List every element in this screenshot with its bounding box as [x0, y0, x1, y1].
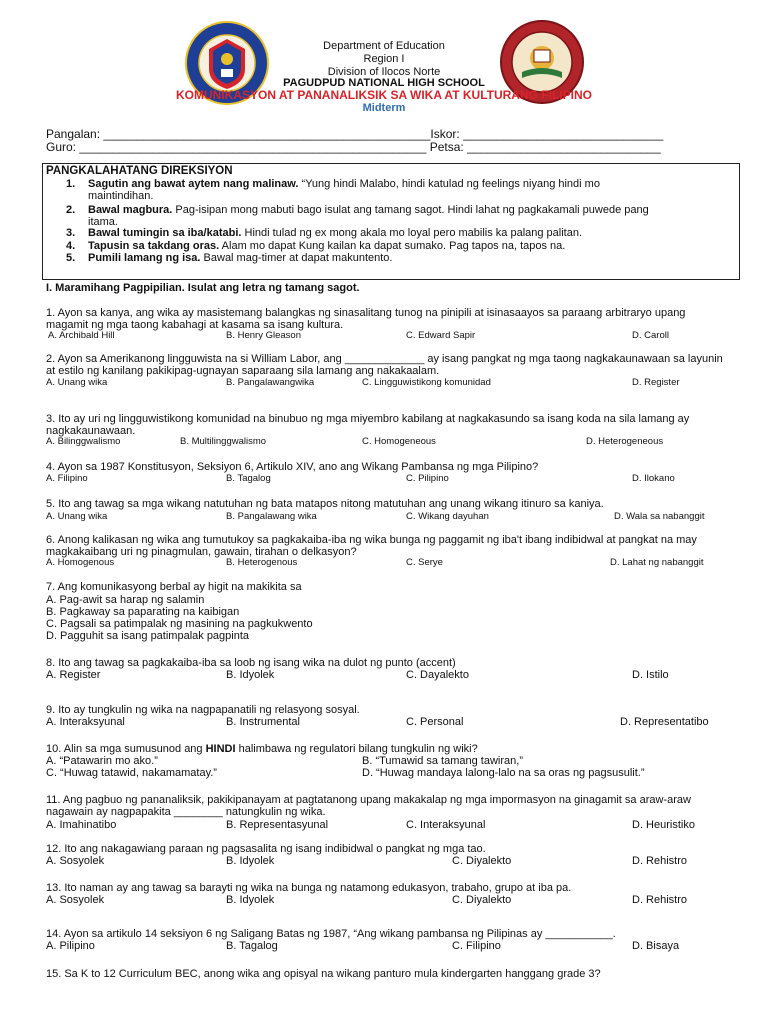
direction-item-3	[66, 228, 721, 240]
direction-number: 5.	[66, 252, 76, 264]
choice-a[interactable]: A. Imahinatibo	[46, 819, 117, 831]
choice-a[interactable]: A. Unang wika	[46, 511, 108, 522]
choice-d[interactable]: D. Caroll	[632, 330, 669, 341]
direction-rule: Bawal magbura.	[88, 204, 173, 216]
date-field[interactable]: _____________________________	[467, 140, 661, 154]
question-8: 8. Ito ang tawag sa pagkakaiba-iba sa loob ng isang wika na dulot ng punto (accent)	[46, 657, 456, 669]
choice-b[interactable]: B. Idyolek	[226, 669, 275, 681]
choice-c[interactable]: C. Interaksyunal	[406, 819, 486, 831]
choice-b[interactable]: B. Heterogenous	[226, 557, 298, 568]
department-name: Department of Education	[323, 40, 445, 52]
choice-a[interactable]: A. Register	[46, 669, 101, 681]
score-label: Iskor:	[430, 127, 464, 141]
question-10	[46, 743, 726, 755]
region-name: Region I	[363, 53, 405, 65]
question-9: 9. Ito ay tungkulin ng wika na nagpapanatili ng relasyong sosyal.	[46, 704, 360, 716]
choice-a[interactable]: A. Archibald Hill	[48, 330, 115, 341]
direction-continued: maintindihan.	[88, 189, 154, 202]
question-1: 1. Ayon sa kanya, ang wika ay masistemang balangkas ng sinasalitang tunog na pinipili at isinasaayos sa paraang arbitraryo upang magamit ng mga taong kabahagi at kasama sa isang kultura.	[46, 307, 686, 331]
directions-title: PANGKALAHATANG DIREKSIYON	[46, 165, 233, 177]
direction-text: Bawal mag-timer at dapat makuntento.	[200, 252, 393, 264]
exam-type: Midterm	[362, 102, 406, 114]
subject-title: KOMUNIKASYON AT PANANALIKSIK SA WIKA AT KULTURANG FILIPINO	[176, 88, 592, 102]
score-field[interactable]: ______________________________	[463, 127, 664, 141]
choice-c[interactable]: C. Homogeneous	[362, 436, 436, 447]
direction-item-4	[66, 241, 721, 253]
direction-item-1	[66, 179, 721, 202]
choice-c[interactable]: C. Wikang dayuhan	[406, 511, 489, 522]
question-7: 7. Ang komunikasyong berbal ay higit na makikita sa	[46, 581, 302, 593]
choice-a[interactable]: A. Sosyolek	[46, 855, 105, 867]
choice-b[interactable]: B. Pagkaway sa paparating na kaibigan	[46, 606, 240, 618]
choice-c[interactable]: C. Serye	[406, 557, 443, 568]
name-row	[46, 128, 663, 140]
direction-text: Alam mo dapat Kung kailan ka dapat sumako. Pag tapos na, tapos na.	[219, 240, 566, 252]
choice-b[interactable]: B. Instrumental	[226, 716, 300, 728]
choice-a[interactable]: A. Sosyolek	[46, 894, 105, 906]
question-6: 6. Anong kalikasan ng wika ang tumutukoy sa pagkakaiba-iba ng wika bunga ng paggamit ng iba't ibang indibidwal at pangkat na may magkakaibang uri ng pinagmulan, gawain, tirahan o delkasyon?	[46, 534, 697, 558]
choice-b[interactable]: B. Henry Gleason	[226, 330, 301, 341]
choice-a[interactable]: A. Pag-awit sa harap ng salamin	[46, 594, 205, 606]
choice-c[interactable]: C. Pilipino	[406, 473, 449, 484]
choice-b[interactable]: B. Tagalog	[226, 473, 271, 484]
choice-b[interactable]: B. Representasyunal	[226, 819, 329, 831]
direction-text: Pag-isipan mong mabuti bago isulat ang tamang sagot. Hindi lahat ng pagkakamali puwede pang	[172, 204, 649, 216]
choice-a[interactable]: A. Filipino	[46, 473, 88, 484]
direction-item-2	[66, 205, 721, 228]
choice-d[interactable]: D. Bisaya	[632, 940, 680, 952]
choice-d[interactable]: D. Istilo	[632, 669, 669, 681]
direction-text: Hindi tulad ng ex mong akala mo loyal pero mabilis ka palang palitan.	[241, 227, 583, 239]
choice-c[interactable]: C. Diyalekto	[452, 894, 512, 906]
choice-d[interactable]: D. Ilokano	[632, 473, 675, 484]
choice-b[interactable]: B. Tagalog	[226, 940, 278, 952]
choice-c[interactable]: C. “Huwag tatawid, nakamamatay.”	[46, 767, 217, 779]
choice-a[interactable]: A. Bilinggwalismo	[46, 436, 121, 447]
teacher-field[interactable]: ____________________________________________________	[79, 140, 427, 154]
question-11: 11. Ang pagbuo ng pananaliksik, pakikipanayam at pagtatanong upang makakalap ng mga impormasyon na ginagamit sa araw-araw nagawain ay nagpapakita ________ natungkulin ng wika.	[46, 794, 691, 818]
direction-rule: Sagutin ang bawat aytem nang malinaw.	[88, 178, 299, 190]
choice-c[interactable]: C. Pagsali sa patimpalak ng masining na pagkukwento	[46, 618, 313, 630]
direction-number: 2.	[66, 204, 76, 216]
choice-a[interactable]: A. Unang wika	[46, 377, 108, 388]
choice-d[interactable]: D. Lahat ng nabanggit	[610, 557, 704, 568]
teacher-row	[46, 141, 661, 153]
name-field[interactable]: _________________________________________________	[103, 127, 431, 141]
choice-b[interactable]: B. Pangalawang wika	[226, 511, 317, 522]
question-2: 2. Ayon sa Amerikanong lingguwista na si William Labor, ang _____________ ay isang pangkat ng mga taong nagkakaunawaan sa layunin at estilo ng kanilang pakikipag-ugnayan saparaang sila lamang ang nakakaalam.	[46, 353, 723, 377]
choice-c[interactable]: C. Dayalekto	[406, 669, 469, 681]
direction-rule: Bawal tumingin sa iba/katabi.	[88, 227, 242, 239]
choice-b[interactable]: B. Multilinggwalismo	[180, 436, 267, 447]
direction-number: 4.	[66, 240, 76, 252]
direction-item-5	[66, 253, 721, 265]
direction-text: “Yung hindi Malabo, hindi katulad ng feelings niyang hindi mo	[298, 178, 600, 190]
choice-a[interactable]: A. Pilipino	[46, 940, 95, 952]
question-3: 3. Ito ay uri ng lingguwistikong komunidad na binubuo ng mga miyembro kabilang at nagkakasundo sa isang koda na sila lamang ay nagkakaunawaan.	[46, 413, 690, 437]
question-10-emphasis: HINDI	[205, 743, 236, 755]
question-10-pre: 10. Alin sa mga sumusunod ang	[46, 743, 206, 755]
question-5: 5. Ito ang tawag sa mga wikang natutuhan ng bata matapos nitong matutuhan ang unang wikang itinuro sa kaniya.	[46, 498, 604, 510]
choice-d[interactable]: D. Rehistro	[632, 894, 688, 906]
choice-b[interactable]: B. Idyolek	[226, 894, 275, 906]
choice-d[interactable]: D. Heterogeneous	[586, 436, 664, 447]
question-10-post: halimbawa ng regulatori bilang tungkulin ng wiki?	[235, 743, 478, 755]
choice-b[interactable]: B. Pangalawangwika	[226, 377, 315, 388]
choice-d[interactable]: D. “Huwag mandaya lalong-lalo na sa oras ng pagsusulit.”	[362, 767, 645, 779]
direction-rule: Pumili lamang ng isa.	[88, 252, 201, 264]
direction-number: 1.	[66, 178, 76, 190]
question-13: 13. Ito naman ay ang tawag sa barayti ng wika na bunga ng natamong edukasyon, trabaho, grupo at iba pa.	[46, 882, 572, 894]
school-name: PAGUDPUD NATIONAL HIGH SCHOOL	[283, 77, 485, 89]
choice-a[interactable]: A. Homogenous	[46, 557, 115, 568]
direction-continued: itama.	[88, 215, 118, 228]
direction-rule: Tapusin sa takdang oras.	[88, 240, 220, 252]
choice-c[interactable]: C. Personal	[406, 716, 464, 728]
choice-c[interactable]: C. Lingguwistikong komunidad	[362, 377, 491, 388]
choice-a[interactable]: A. “Patawarin mo ako.”	[46, 755, 158, 767]
question-4: 4. Ayon sa 1987 Konstitusyon, Seksiyon 6, Artikulo XIV, ano ang Wikang Pambansa ng mga Pilipino?	[46, 461, 539, 473]
choice-d[interactable]: D. Heuristiko	[632, 819, 695, 831]
question-12: 12. Ito ang nakagawiang paraan ng pagsasalita ng isang indibidwal o pangkat ng mga tao.	[46, 843, 486, 855]
choice-b[interactable]: B. Idyolek	[226, 855, 275, 867]
date-label: Petsa:	[426, 140, 468, 154]
name-label: Pangalan:	[46, 127, 104, 141]
choice-c[interactable]: C. Edward Sapir	[406, 330, 476, 341]
choice-d[interactable]: D. Wala sa nabanggit	[614, 511, 705, 522]
question-15: 15. Sa K to 12 Curriculum BEC, anong wika ang opisyal na wikang panturo mula kindergarten hanggang grade 3?	[46, 968, 601, 980]
choice-d[interactable]: D. Pagguhit sa isang patimpalak pagpinta	[46, 630, 250, 642]
choice-b[interactable]: B. “Tumawid sa tamang tawiran,”	[362, 755, 523, 767]
choice-d[interactable]: D. Representatibo	[620, 716, 709, 728]
section-title: I. Maramihang Pagpipilian. Isulat ang letra ng tamang sagot.	[46, 282, 360, 294]
choice-d[interactable]: D. Register	[632, 377, 680, 388]
question-14: 14. Ayon sa artikulo 14 seksiyon 6 ng Saligang Batas ng 1987, “Ang wikang pambansa ng Pilipinas ay ___________.	[46, 928, 616, 940]
direction-number: 3.	[66, 227, 76, 239]
division-name: Division of Ilocos Norte	[327, 66, 441, 78]
choice-a[interactable]: A. Interaksyunal	[46, 716, 125, 728]
choice-c[interactable]: C. Filipino	[452, 940, 501, 952]
choice-d[interactable]: D. Rehistro	[632, 855, 688, 867]
teacher-label: Guro:	[46, 140, 80, 154]
choice-c[interactable]: C. Diyalekto	[452, 855, 512, 867]
